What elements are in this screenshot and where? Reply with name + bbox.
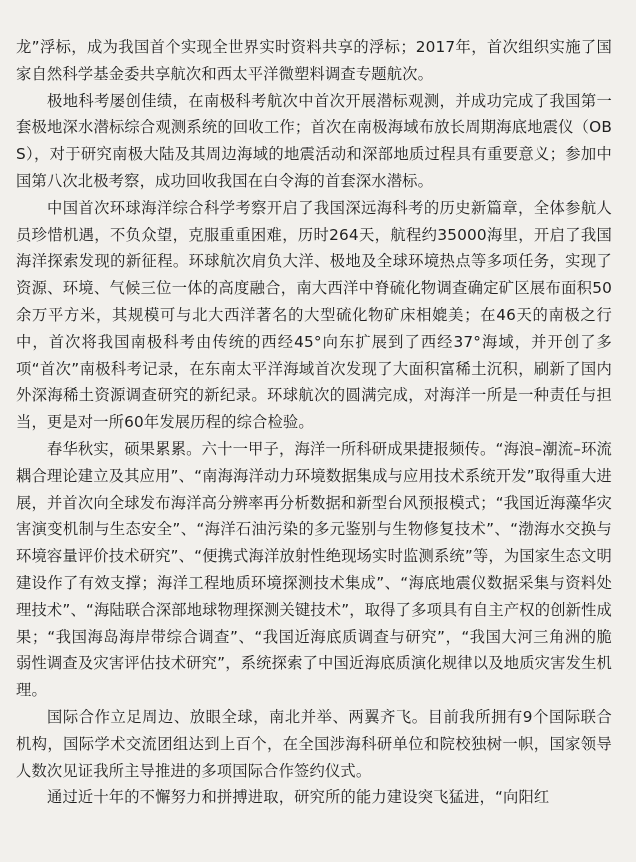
paragraph-capacity-building: 通过近十年的不懈努力和拼搏进取，研究所的能力建设突飞猛进，“向阳红 [47,788,550,807]
paragraph-polar-research: 极地科考屡创佳绩，在南极科考航次中首次开展潜标观测，并成功完成了我国第一套极地深水潜标综合观测系统的回收工作；首次在南极海域布放长周期海底地震仪（OBS），对于研究南极大陆及其周边海域的地震活动和深部地质过程具有重要意义；参加中国第八次北极考察，成功回收我国在白令海的首套深水潜标。 [16,91,612,190]
paragraph-international-cooperation: 国际合作立足周边、放眼全球，南北并举、两翼齐飞。目前我所拥有9个国际联合机构，国际学术交流团组达到上百个，在全国涉海科研单位和院校独树一帜，国家领导人数次见证我所主导推进的多项国际合作签约仪式。 [16,707,612,780]
paragraph-global-expedition: 中国首次环球海洋综合科学考察开启了我国深远海科考的历史新篇章，全体参航人员珍惜机遇，不负众望，克服重重困难，历时264天，航程约35000海里，开启了我国海洋探索发现的新征程。环球航次肩负大洋、极地及全球环境热点等多项任务，实现了资源、环境、气候三位一体的高度融合，南大西洋中脊硫化物调查确定矿区展布面积50余万平方米，其规模可与北大西洋著名的大型硫化物矿床相媲美；在46天的南极之行中，首次将我国南极科考由传统的西经45°向东扩展到了西经37°海域，并开创了多项“首次”南极科考记录，在东南太平洋海域首次发现了大面积富稀土沉积，刷新了国内外深海稀土资源调查研究的新纪录。环球航次的圆满完成，对海洋一所是一种责任与担当，更是对一所60年发展历程的综合检验。 [16,198,612,432]
paragraph-continuation: 龙”浮标，成为我国首个实现全世界实时资料共享的浮标；2017年，首次组织实施了国家自然科学基金委共享航次和西太平洋微塑料调查专题航次。 [16,38,612,83]
paragraph-research-achievements: 春华秋实，硕果累累。六十一甲子，海洋一所科研成果捷报频传。“海浪–潮流–环流耦合理论建立及其应用”、“南海海洋动力环境数据集成与应用技术系统开发”取得重大进展，并首次向全球发布海洋高分辨率再分析数据和新型台风预报模式；“我国近海藻华灾害演变机制与生态安全”、“海洋石油污染的多元鉴别与生物修复技术”、“渤海水交换与环境容量评价技术研究”、“便携式海洋放射性绝现场实时监测系统”等，为国家生态文明建设作了有效支撑；海洋工程地质环境探测技术集成”、“海底地震仪数据采集与资料处理技术”、“海陆联合深部地球物理探测关键技术”，取得了多项具有自主产权的创新性成果；“我国海岛海岸带综合调查”、“我国近海底质调查与研究”，“我国大河三角洲的脆弱性调查及灾害评估技术研究”，系统探索了中国近海底质演化规律以及地质灾害发生机理。 [16,439,612,700]
